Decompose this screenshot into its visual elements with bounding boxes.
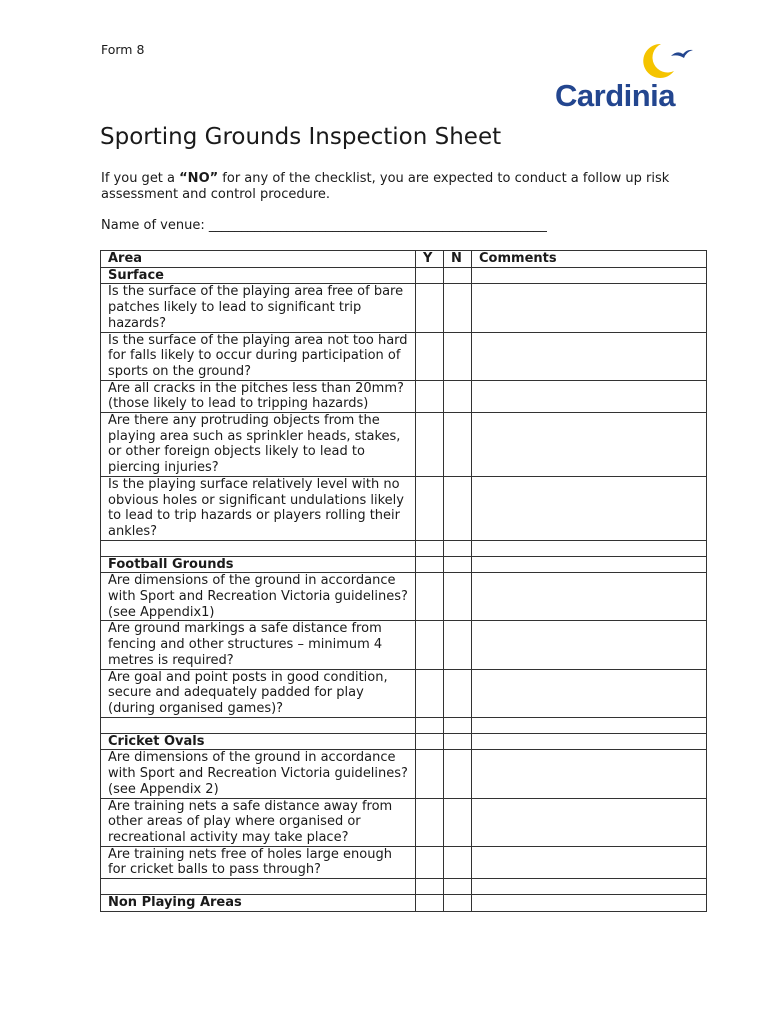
no-cell[interactable] xyxy=(444,750,472,798)
no-cell[interactable] xyxy=(444,717,472,733)
yes-cell[interactable] xyxy=(416,733,444,750)
comments-header: Comments xyxy=(472,251,707,268)
no-cell[interactable] xyxy=(444,267,472,284)
comments-cell[interactable] xyxy=(472,895,707,912)
question-text: Are there any protruding objects from the playing area such as sprinkler heads, stakes, or other foreign objects likely to lead to piercing injuries? xyxy=(101,413,416,477)
question-text: Are training nets free of holes large enough for cricket balls to pass through? xyxy=(101,846,416,878)
comments-cell[interactable] xyxy=(472,621,707,669)
question-text: Is the playing surface relatively level with no obvious holes or significant undulations likely to lead to trip hazards or players rolling their ankles? xyxy=(101,476,416,540)
table-row xyxy=(101,750,707,798)
yes-cell[interactable] xyxy=(416,750,444,798)
question-text: Are ground markings a safe distance from fencing and other structures – minimum 4 metres is required? xyxy=(101,621,416,669)
blank-row xyxy=(101,717,707,733)
yes-header: Y xyxy=(416,251,444,268)
comments-cell[interactable] xyxy=(472,284,707,332)
blank-row xyxy=(101,879,707,895)
yes-cell[interactable] xyxy=(416,895,444,912)
yes-cell[interactable] xyxy=(416,332,444,380)
comments-cell[interactable] xyxy=(472,332,707,380)
section-row-cricket xyxy=(101,733,707,750)
no-cell[interactable] xyxy=(444,846,472,878)
table-row xyxy=(101,284,707,332)
table-row xyxy=(101,798,707,846)
comments-cell[interactable] xyxy=(472,413,707,477)
question-text: Are training nets a safe distance away from other areas of play where organised or recreational activity may take place? xyxy=(101,798,416,846)
venue-name-field[interactable]: Name of venue: ____________________________________________________ xyxy=(101,218,547,233)
yes-cell[interactable] xyxy=(416,669,444,717)
no-cell[interactable] xyxy=(444,573,472,621)
table-row xyxy=(101,573,707,621)
no-cell[interactable] xyxy=(444,733,472,750)
cardinia-logo xyxy=(553,38,698,116)
table-row xyxy=(101,413,707,477)
section-row-non-playing xyxy=(101,895,707,912)
no-cell[interactable] xyxy=(444,284,472,332)
section-heading-football: Football Grounds xyxy=(101,556,416,573)
form-number: Form 8 xyxy=(101,42,145,57)
section-heading-non-playing: Non Playing Areas xyxy=(101,895,416,912)
comments-cell[interactable] xyxy=(472,476,707,540)
section-row-football xyxy=(101,556,707,573)
comments-cell[interactable] xyxy=(472,267,707,284)
comments-cell[interactable] xyxy=(472,717,707,733)
section-row-surface xyxy=(101,267,707,284)
yes-cell[interactable] xyxy=(416,267,444,284)
logo-wordmark: Cardinia xyxy=(555,78,676,113)
no-cell[interactable] xyxy=(444,798,472,846)
header-row xyxy=(101,251,707,268)
comments-cell[interactable] xyxy=(472,798,707,846)
yes-cell[interactable] xyxy=(416,573,444,621)
question-text: Is the surface of the playing area free of bare patches likely to lead to significant trip hazards? xyxy=(101,284,416,332)
no-cell[interactable] xyxy=(444,879,472,895)
page-title: Sporting Grounds Inspection Sheet xyxy=(100,124,502,150)
yes-cell[interactable] xyxy=(416,284,444,332)
no-cell[interactable] xyxy=(444,476,472,540)
no-cell[interactable] xyxy=(444,540,472,556)
no-emphasis: “NO” xyxy=(179,171,219,186)
table-row xyxy=(101,621,707,669)
area-header: Area xyxy=(101,251,416,268)
yes-cell[interactable] xyxy=(416,413,444,477)
comments-cell[interactable] xyxy=(472,750,707,798)
yes-cell[interactable] xyxy=(416,846,444,878)
yes-cell[interactable] xyxy=(416,476,444,540)
comments-cell[interactable] xyxy=(472,573,707,621)
question-text: Are dimensions of the ground in accordance with Sport and Recreation Victoria guidelines? (see Appendix1) xyxy=(101,573,416,621)
comments-cell[interactable] xyxy=(472,556,707,573)
yes-cell[interactable] xyxy=(416,798,444,846)
table-row xyxy=(101,332,707,380)
section-heading-surface: Surface xyxy=(101,267,416,284)
table-row xyxy=(101,476,707,540)
yes-cell[interactable] xyxy=(416,717,444,733)
yes-cell[interactable] xyxy=(416,879,444,895)
question-text: Are goal and point posts in good condition, secure and adequately padded for play (during organised games)? xyxy=(101,669,416,717)
no-cell[interactable] xyxy=(444,380,472,412)
table-row xyxy=(101,380,707,412)
comments-cell[interactable] xyxy=(472,879,707,895)
question-text: Is the surface of the playing area not too hard for falls likely to occur during participation of sports on the ground? xyxy=(101,332,416,380)
no-cell[interactable] xyxy=(444,556,472,573)
comments-cell[interactable] xyxy=(472,669,707,717)
question-text: Are all cracks in the pitches less than 20mm? (those likely to lead to tripping hazards) xyxy=(101,380,416,412)
no-cell[interactable] xyxy=(444,621,472,669)
blank-row xyxy=(101,540,707,556)
intro-text: If you get a “NO” for any of the checklist, you are expected to conduct a follow up risk assessment and control procedure. xyxy=(101,171,670,202)
yes-cell[interactable] xyxy=(416,540,444,556)
no-cell[interactable] xyxy=(444,669,472,717)
no-cell[interactable] xyxy=(444,413,472,477)
yes-cell[interactable] xyxy=(416,621,444,669)
inspection-checklist-table xyxy=(100,250,707,912)
yes-cell[interactable] xyxy=(416,380,444,412)
comments-cell[interactable] xyxy=(472,540,707,556)
no-header: N xyxy=(444,251,472,268)
no-cell[interactable] xyxy=(444,332,472,380)
comments-cell[interactable] xyxy=(472,846,707,878)
comments-cell[interactable] xyxy=(472,380,707,412)
no-cell[interactable] xyxy=(444,895,472,912)
table-row xyxy=(101,846,707,878)
yes-cell[interactable] xyxy=(416,556,444,573)
section-heading-cricket: Cricket Ovals xyxy=(101,733,416,750)
comments-cell[interactable] xyxy=(472,733,707,750)
table-row xyxy=(101,669,707,717)
question-text: Are dimensions of the ground in accordance with Sport and Recreation Victoria guidelines? (see Appendix 2) xyxy=(101,750,416,798)
